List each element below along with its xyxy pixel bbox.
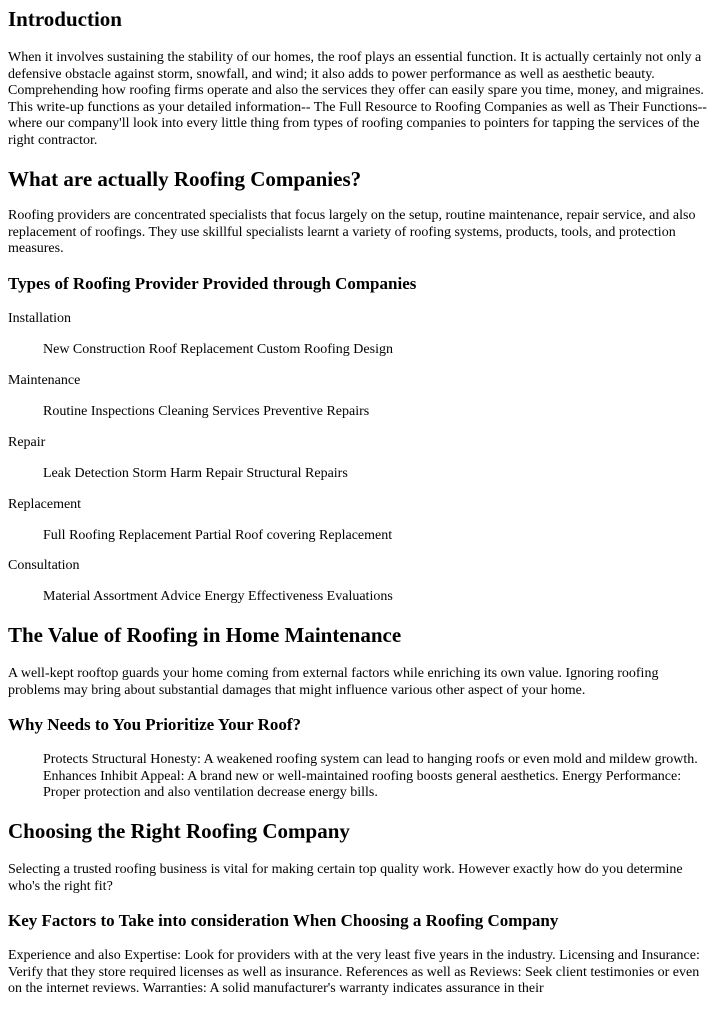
heading-introduction: Introduction xyxy=(8,7,122,31)
service-label-repair: Repair xyxy=(8,435,46,450)
paragraph-key-factors: Experience and also Expertise: Look for providers with at the very least five years in the industry. Licensing and Insurance: Verify that they store required licenses as well as insurance. References as well as Reviews: Seek client testimonies or even on the internet reviews. Warranties: A solid manufacturer's warranty indicates assurance in their xyxy=(8,948,700,996)
subheading-why-prioritize-roof: Why Needs to You Prioritize Your Roof? xyxy=(8,715,302,734)
service-items-repair: Leak Detection Storm Harm Repair Structural Repairs xyxy=(43,466,348,481)
subheading-key-factors: Key Factors to Take into consideration When Choosing a Roofing Company xyxy=(8,911,559,930)
service-items-installation: New Construction Roof Replacement Custom Roofing Design xyxy=(43,342,393,357)
subheading-types-of-services: Types of Roofing Provider Provided through Companies xyxy=(8,274,417,293)
paragraph-what-are-roofing-companies: Roofing providers are concentrated specialists that focus largely on the setup, routine maintenance, repair service, and also replacement of roofings. They use skillful specialists learnt a variety of roofing systems, products, tools, and protection measures. xyxy=(8,208,696,256)
service-label-replacement: Replacement xyxy=(8,497,82,512)
paragraph-choosing-roofing-company: Selecting a trusted roofing business is vital for making certain top quality work. However exactly how do you determine who's the right fit? xyxy=(8,862,683,894)
heading-choosing-roofing-company: Choosing the Right Roofing Company xyxy=(8,819,350,843)
service-items-replacement: Full Roofing Replacement Partial Roof covering Replacement xyxy=(43,528,393,543)
service-label-consultation: Consultation xyxy=(8,558,80,573)
service-label-maintenance: Maintenance xyxy=(8,373,81,388)
paragraph-why-prioritize-roof: Protects Structural Honesty: A weakened roofing system can lead to hanging roofs or even mold and mildew growth. Enhances Inhibit Appeal: A brand new or well-maintained roofing boosts general aesthetics. Energy Performance: Proper protection and also ventilation decrease energy bills. xyxy=(43,752,698,800)
service-items-consultation: Material Assortment Advice Energy Effectiveness Evaluations xyxy=(43,589,393,604)
paragraph-value-of-roofing: A well-kept rooftop guards your home coming from external factors while enriching its own value. Ignoring roofing problems may bring about substantial damages that might influence various other aspect of your home. xyxy=(8,666,659,698)
heading-value-of-roofing: The Value of Roofing in Home Maintenance xyxy=(8,623,402,647)
heading-what-are-roofing-companies: What are actually Roofing Companies? xyxy=(8,167,362,191)
service-items-maintenance: Routine Inspections Cleaning Services Preventive Repairs xyxy=(43,404,370,419)
service-label-installation: Installation xyxy=(8,311,71,326)
paragraph-introduction: When it involves sustaining the stability of our homes, the roof plays an essential function. It is actually certainly not only a defensive obstacle against storm, snowfall, and wind; it also adds to power performance as well as aesthetic beauty. Comprehending how roofing firms operate and also the services they offer can easily spare you time, money, and migraines. This write-up functions as your detailed information-- The Full Resource to Roofing Companies as well as Their Functions-- where our company'll look into every little thing from types of roofing companies to pointers for tapping the services of the right contractor. xyxy=(8,50,707,148)
